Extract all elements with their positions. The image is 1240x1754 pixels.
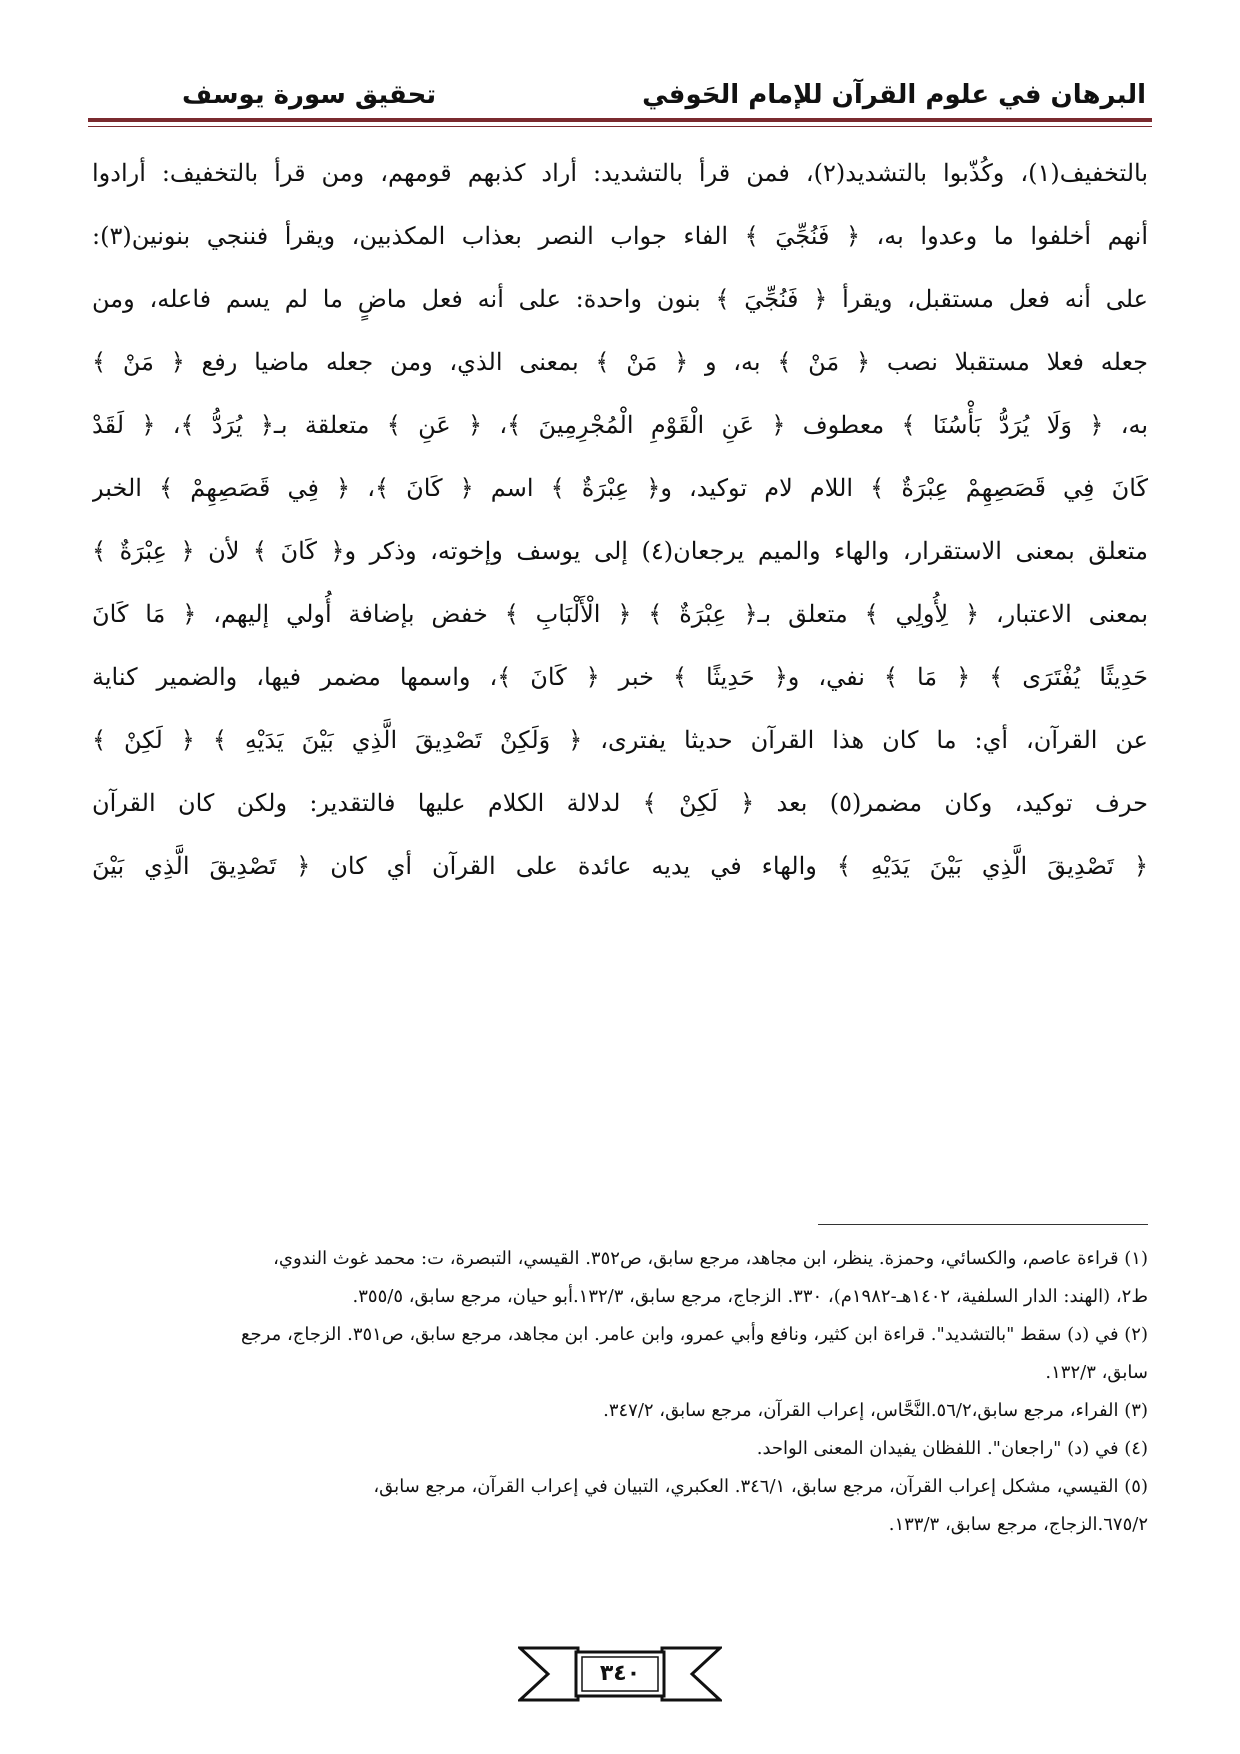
body-text: [92, 142, 1148, 898]
body-line: متعلق بمعنى الاستقرار، والهاء والميم يرجعان(٤) إلى يوسف وإخوته، وذكر و﴿ كَانَ ﴾ لأن ﴿ عِبْرَةٌ ﴾: [92, 537, 1148, 565]
footnote-line: (٢) في (د) سقط "بالتشديد". قراءة ابن كثير، ونافع وأبي عمرو، وابن عامر. ابن مجاهد، مرجع سابق، ص٣٥١. الزجاج، مرجع: [240, 1324, 1148, 1345]
body-line: ﴿ تَصْدِيقَ الَّذِي بَيْنَ يَدَيْهِ ﴾ والهاء في يديه عائدة على القرآن أي كان ﴿ تَصْدِيقَ الَّذِي بَيْنَ: [92, 852, 1148, 880]
footnote-line: (٣) الفراء، مرجع سابق،٥٦/٢.النَّحَّاس، إعراب القرآن، مرجع سابق، ٣٤٧/٢.: [603, 1400, 1148, 1421]
footnote-line: ٦٧٥/٢.الزجاج، مرجع سابق، ١٣٣/٣.: [888, 1514, 1148, 1535]
footnote-separator: [818, 1224, 1148, 1225]
footnote-line: (٤) في (د) "راجعان". اللفظان يفيدان المعنى الواحد.: [756, 1438, 1148, 1459]
footnote-line: (١) قراءة عاصم، والكسائي، وحمزة. ينظر، ابن مجاهد، مرجع سابق، ص٣٥٢. القيسي، التبصرة، ت: محمد غوث الندوي،: [273, 1248, 1148, 1269]
body-line: بمعنى الاعتبار، ﴿ لِأُولِي ﴾ متعلق بـ﴿ عِبْرَةٌ ﴾ ﴿ الْأَلْبَابِ ﴾ خفض بإضافة أُولي إليهم، ﴿ مَا كَانَ: [92, 600, 1148, 628]
footnote-line: سابق، ١٣٢/٣.: [1045, 1362, 1148, 1383]
body-line: به، ﴿ وَلَا يُرَدُّ بَأْسُنَا ﴾ معطوف ﴿ عَنِ الْقَوْمِ الْمُجْرِمِينَ ﴾، ﴿ عَنِ ﴾ متعلقة بـ﴿ يُرَدُّ ﴾، ﴿ لَقَدْ: [92, 411, 1148, 439]
header-rule-thick: [88, 118, 1152, 122]
page-number: ٣٤٠: [599, 1661, 641, 1686]
body-line: على أنه فعل مستقبل، ويقرأ ﴿ فَنُجِّيَ ﴾ بنون واحدة: على أنه فعل ماضٍ ما لم يسم فاعله، ومن: [92, 285, 1148, 313]
header-rule-thin: [88, 126, 1152, 127]
running-header: [92, 66, 1148, 110]
chapter-title: تحقيق سورة يوسف: [182, 80, 437, 110]
body-line: أنهم أخلفوا ما وعدوا به، ﴿ فَنُجِّيَ ﴾ الفاء جواب النصر بعذاب المكذبين، ويقرأ فننجي بنونين(٣):: [92, 222, 1148, 250]
footnote-line: (٥) القيسي، مشكل إعراب القرآن، مرجع سابق، ٣٤٦/١. العكبري، التبيان في إعراب القرآن، مرجع سابق،: [373, 1476, 1148, 1497]
book-title: البرهان في علوم القرآن للإمام الحَوفي: [642, 80, 1146, 110]
body-line: حرف توكيد، وكان مضمر(٥) بعد ﴿ لَكِنْ ﴾ لدلالة الكلام عليها فالتقدير: ولكن كان القرآن: [92, 789, 1148, 817]
body-line: حَدِيثًا يُفْتَرَى ﴾ ﴿ مَا ﴾ نفي، و﴿ حَدِيثًا ﴾ خبر ﴿ كَانَ ﴾، واسمها مضمر فيها، والضمير كناية: [92, 663, 1148, 691]
body-line: بالتخفيف(١)، وكُذّبوا بالتشديد(٢)، فمن قرأ بالتشديد: أراد كذبهم قومهم، ومن قرأ بالتخفيف: أرادوا: [92, 159, 1148, 187]
body-line: كَانَ فِي قَصَصِهِمْ عِبْرَةٌ ﴾ اللام لام توكيد، و﴿ عِبْرَةٌ ﴾ اسم ﴿ كَانَ ﴾، ﴿ فِي قَصَصِهِمْ ﴾ الخبر: [92, 474, 1148, 502]
page-number-ornament: [518, 1644, 722, 1704]
body-line: عن القرآن، أي: ما كان هذا القرآن حديثا يفترى، ﴿ وَلَكِنْ تَصْدِيقَ الَّذِي بَيْنَ يَدَيْهِ ﴾ ﴿ لَكِنْ ﴾: [92, 726, 1148, 754]
body-line: جعله فعلا مستقبلا نصب ﴿ مَنْ ﴾ به، و ﴿ مَنْ ﴾ بمعنى الذي، ومن جعله ماضيا رفع ﴿ مَنْ ﴾: [92, 348, 1148, 376]
footnote-line: ط٢، (الهند: الدار السلفية، ١٤٠٢هـ-١٩٨٢م)، ٣٣٠. الزجاج، مرجع سابق، ١٣٢/٣.أبو حيان، مرجع سابق، ٣٥٥/٥.: [352, 1286, 1148, 1307]
footnotes: [92, 1240, 1148, 1544]
